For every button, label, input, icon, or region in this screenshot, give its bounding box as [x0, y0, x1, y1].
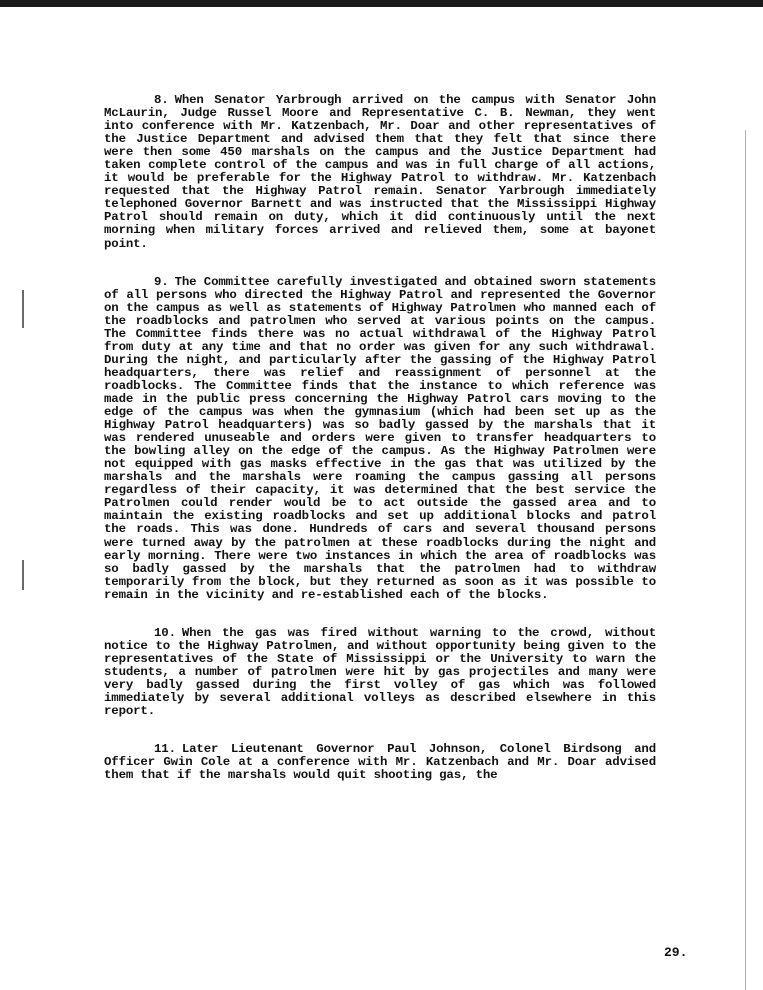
document-page [104, 94, 656, 807]
paragraph-text: When the gas was fired without warning to the crowd, without notice to the Highway Patrolmen, and without opportunity being given to the representatives of the State of Mississippi or the University to warn the students, a number of patrolmen were hit by gas projectiles and many were very badly gassed during the first volley of gas which was followed immediately by several additional volleys as described elsewhere in this report. [104, 625, 656, 719]
paragraph-text: The Committee carefully investigated and obtained sworn statements of all persons who directed the Highway Patrol and represented the Governor on the campus as well as statements of Highway Patrolmen who manned each of the roadblocks and patrolmen who served at various points on the campus. The Committee finds there was no actual withdrawal of the Highway Patrol from duty at any time and that no order was given for any such withdrawal. During the night, and particularly after the gassing of the Highway Patrol headquarters, there was relief and reassignment of personnel at the roadblocks. The Committee finds that the instance to which reference was made in the public press concerning the Highway Patrol cars moving to the edge of the campus was when the gymnasium (which had been set up as the Highway Patrol headquarters) was so badly gassed by the marshals that it was rendered unuseable and orders were given to transfer headquarters to the bowling alley on the edge of the campus. As the Highway Patrolmen were not equipped with gas masks effective in the gas that was utilized by the marshals and the marshals were roaming the campus gassing all persons regardless of their capacity, it was determined that the best service the Patrolmen could render would be to act outside the gassed area and to maintain the existing roadblocks and set up additional blocks and patrol the roads. This was done. Hundreds of cars and several thousand persons were turned away by the patrolmen at these roadblocks during the night and early morning. There were two instances in which the area of roadblocks was so badly gassed by the marshals that the patrolmen had to withdraw temporarily from the block, but they returned as soon as it was possible to remain in the vicinity and re-established each of the blocks. [104, 274, 656, 602]
paragraph-text: Later Lieutenant Governor Paul Johnson, Colonel Birdsong and Officer Gwin Cole at a conference with Mr. Katzenbach and Mr. Doar advised them that if the marshals would quit shooting gas, the [104, 742, 656, 783]
paragraph-10 [104, 627, 656, 718]
scan-left-margin-mark [22, 560, 24, 590]
scan-right-edge-shadow [745, 130, 746, 990]
paragraph-8 [104, 94, 656, 251]
paragraph-number: 8. [154, 93, 169, 107]
scan-top-border [0, 0, 763, 7]
paragraph-11 [104, 743, 656, 782]
scan-left-margin-mark [22, 290, 24, 328]
paragraph-9 [104, 276, 656, 602]
paragraph-text: When Senator Yarbrough arrived on the campus with Senator John McLaurin, Judge Russel Moore and Representative C. B. Newman, they went into conference with Mr. Katzenbach, Mr. Doar and other representatives of the Justice Department and advised them that they felt that since there were then some 450 marshals on the campus and the Justice Department had taken complete control of the campus and was in full charge of all actions, it would be preferable for the Highway Patrol to withdraw. Mr. Katzenbach requested that the Highway Patrol remain. Senator Yarbrough immediately telephoned Governor Barnett and was instructed that the Mississippi Highway Patrol should remain on duty, which it did continuously until the next morning when military forces arrived and relieved them, some at bayonet point. [104, 93, 656, 251]
paragraph-number: 9. [154, 274, 169, 289]
paragraph-number: 10. [154, 625, 176, 640]
page-number: 29. [664, 945, 688, 960]
paragraph-number: 11. [154, 742, 176, 757]
